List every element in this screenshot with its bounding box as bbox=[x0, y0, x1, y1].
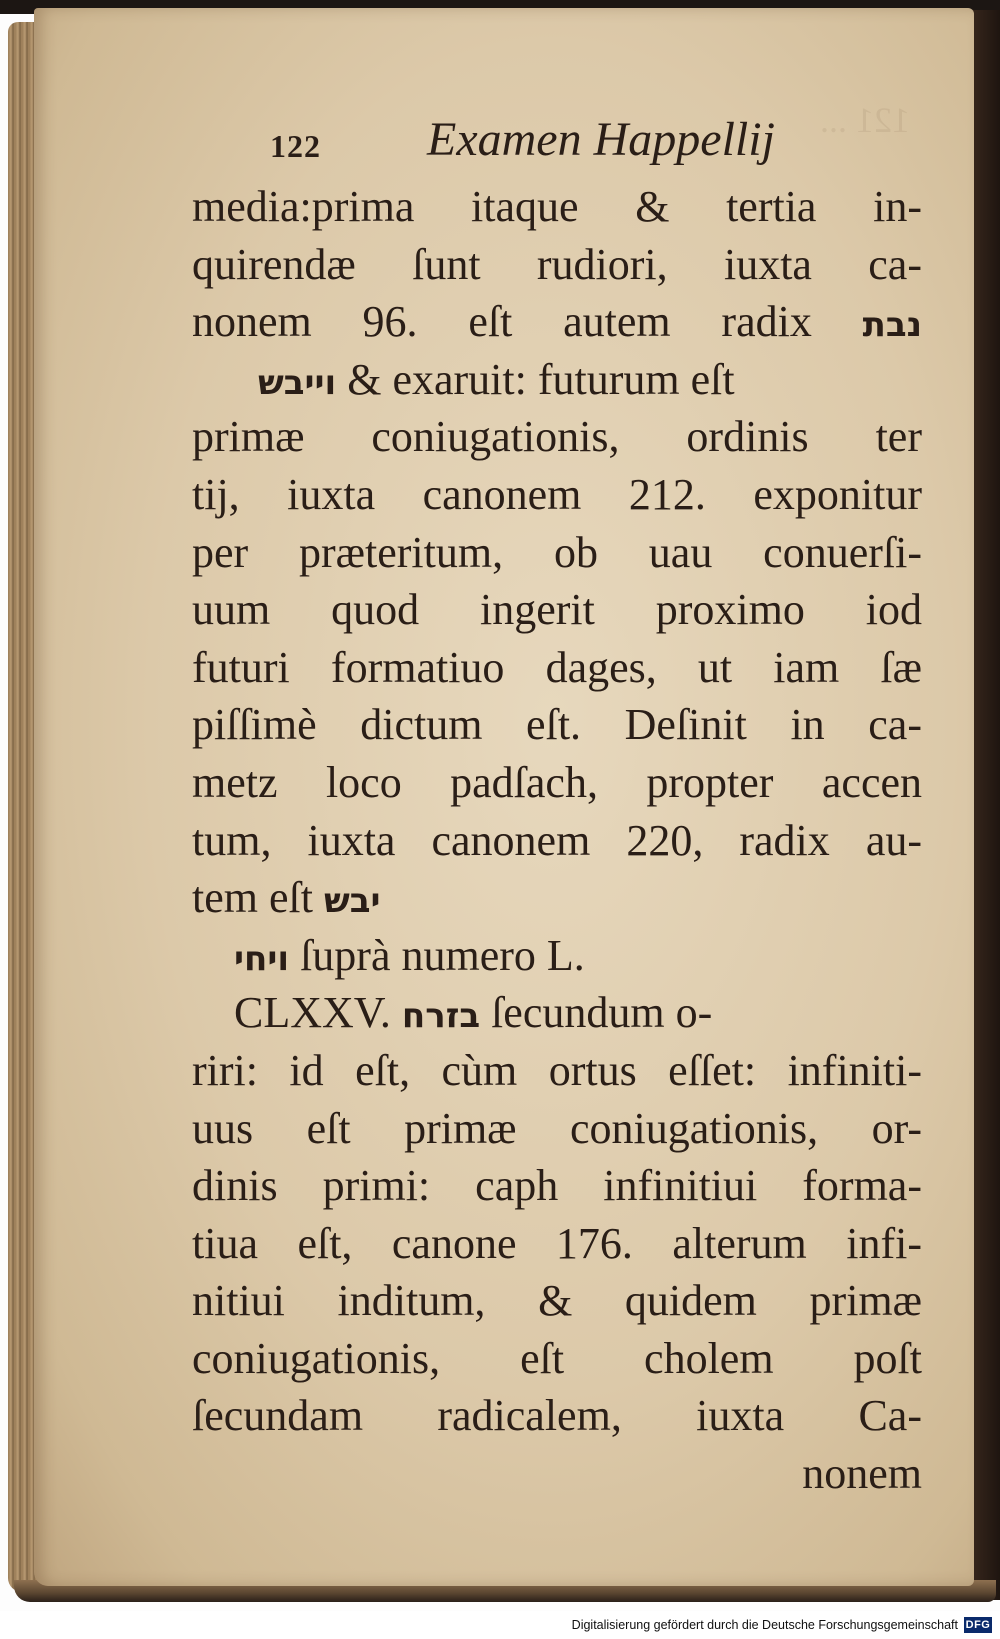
text-line-4-latin: & exaruit: futurum eſt bbox=[347, 354, 735, 404]
text-line-9: futuri formatiuo dages, ut iam ſæ bbox=[192, 642, 922, 692]
hebrew-word-2: וייבש bbox=[258, 362, 337, 403]
text-line-4 bbox=[192, 351, 922, 409]
text-line-2: quirendæ ſunt rudiori, iuxta ca- bbox=[192, 239, 922, 289]
text-line-13 bbox=[192, 869, 922, 927]
text-line-16: riri: id eſt, cùm ortus eſſet: infiniti- bbox=[192, 1045, 922, 1095]
text-line-14 bbox=[192, 927, 922, 985]
text-line-7: per præteritum, ob uau conuerſi- bbox=[192, 527, 922, 577]
text-line-15 bbox=[192, 984, 922, 1042]
text-line-6: tij, iuxta canonem 212. exponitur bbox=[192, 469, 922, 519]
text-line-12: tum, iuxta canonem 220, radix au- bbox=[192, 815, 922, 865]
text-line-3 bbox=[192, 293, 922, 351]
footer-credit: Digitalisierung gefördert durch die Deutsche Forschungsgemeinschaft bbox=[571, 1618, 958, 1632]
hebrew-word-5: בזרח bbox=[401, 996, 481, 1037]
text-line-15-latin: ſecundum o- bbox=[491, 988, 713, 1038]
text-line-3-latin: nonem 96. eſt autem radix bbox=[192, 297, 812, 347]
dfg-logo: DFG bbox=[965, 1619, 991, 1631]
bleed-through: 121 ... bbox=[820, 100, 910, 140]
text-line-10: piſſimè dictum eſt. Deſinit in ca- bbox=[192, 700, 922, 750]
hebrew-word-4: ויחי bbox=[234, 938, 290, 979]
text-line-13-latin: tem eſt bbox=[192, 873, 313, 923]
hebrew-word-1: נבת bbox=[862, 305, 922, 346]
text-line-11: metz loco padſach, propter accen bbox=[192, 757, 922, 807]
text-line-1: media:prima itaque & tertia in- bbox=[192, 182, 922, 231]
page-body-text bbox=[192, 178, 922, 1503]
text-line-22: ſecundam radicalem, iuxta Ca- bbox=[192, 1391, 922, 1441]
text-line-17: uus eſt primæ coniugationis, or- bbox=[192, 1103, 922, 1153]
page-number: 122 bbox=[270, 128, 321, 164]
text-line-19: tiua eſt, canone 176. alterum infi- bbox=[192, 1218, 922, 1268]
text-line-18: dinis primi: caph infinitiui forma- bbox=[192, 1161, 922, 1211]
text-line-21: coniugationis, eſt cholem poſt bbox=[192, 1333, 922, 1383]
hebrew-word-3: יבש bbox=[323, 881, 381, 922]
text-line-20: nitiui inditum, & quidem primæ bbox=[192, 1276, 922, 1326]
section-number: CLXXV. bbox=[234, 988, 391, 1038]
running-title: Examen Happellij bbox=[427, 113, 775, 166]
text-line-5: primæ coniugationis, ordinis ter bbox=[192, 412, 922, 462]
text-line-8: uum quod ingerit proximo iod bbox=[192, 585, 922, 635]
catchword: nonem bbox=[802, 1449, 922, 1499]
text-line-14-latin: ſuprà numero L. bbox=[300, 930, 585, 980]
digitization-footer bbox=[0, 1611, 1000, 1639]
